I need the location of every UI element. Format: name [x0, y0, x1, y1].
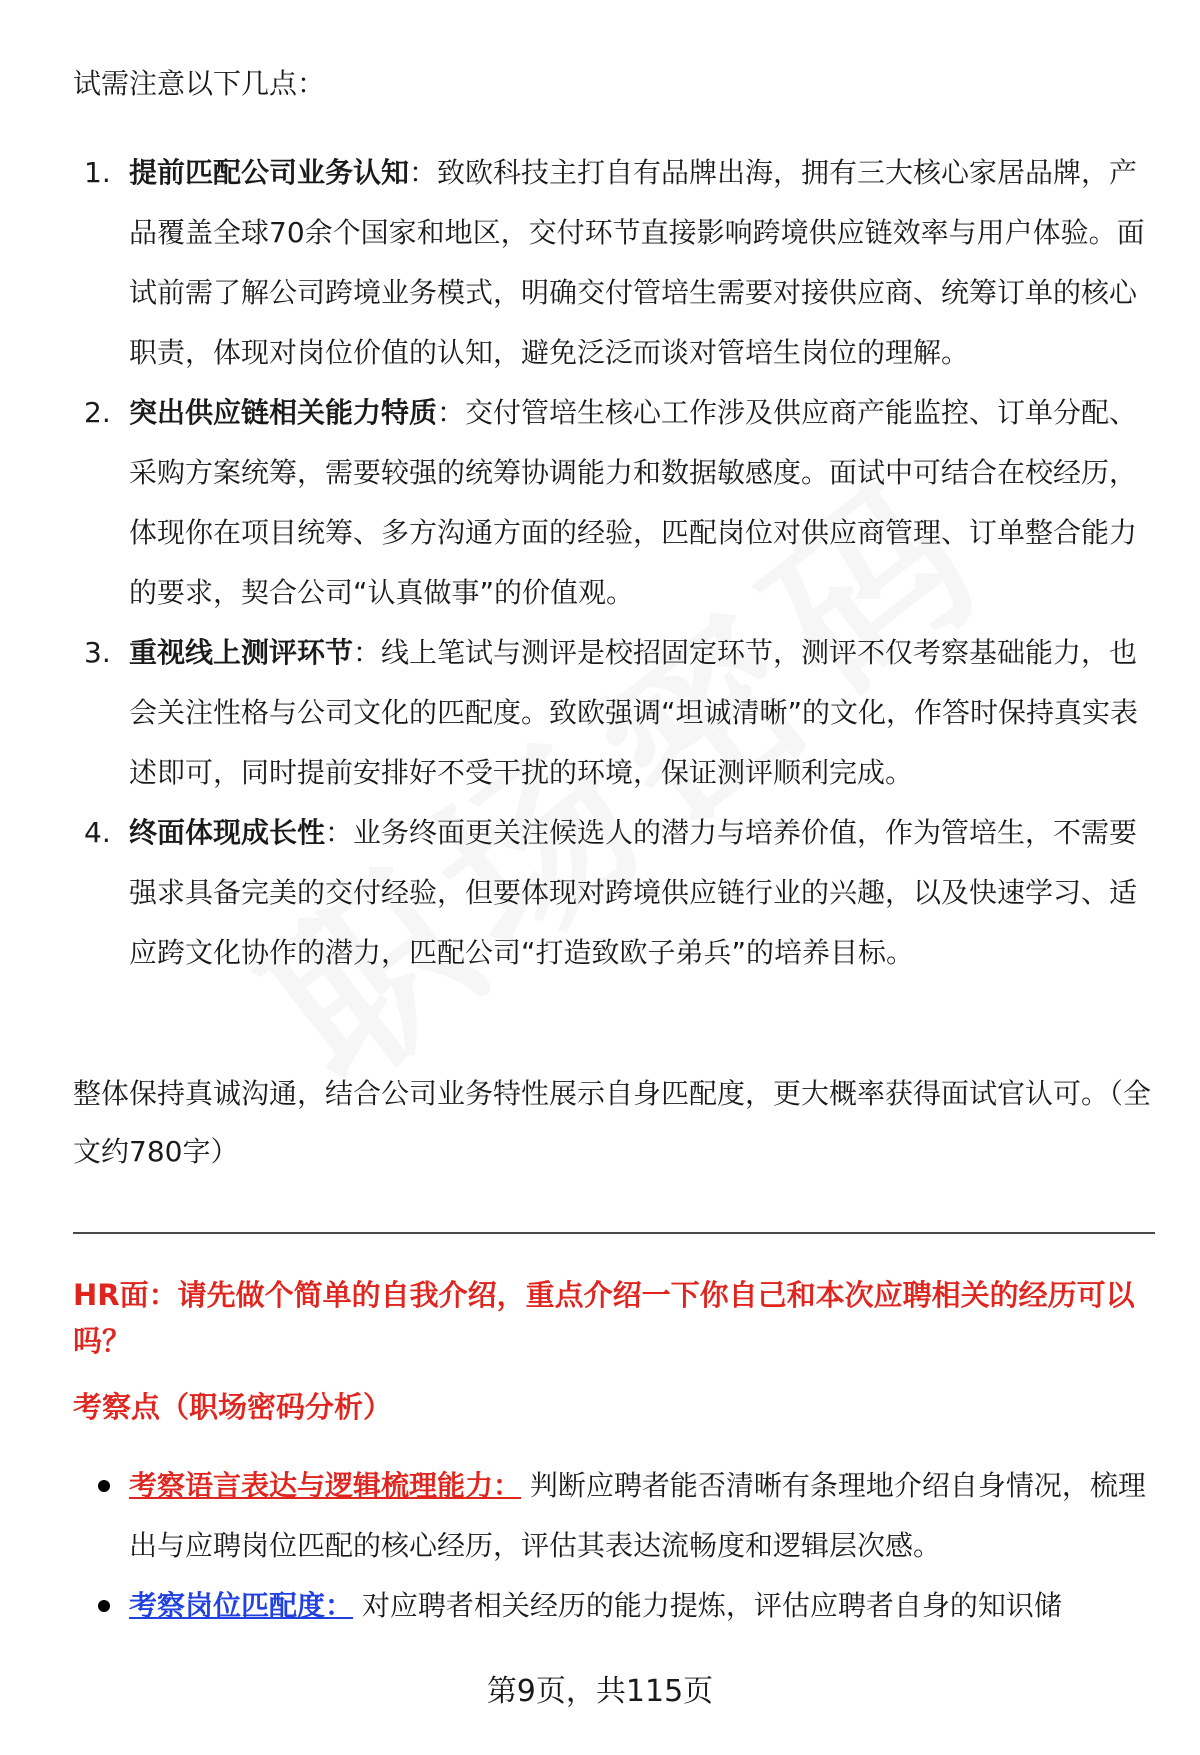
assessment-point-label[interactable]: 考察语言表达与逻辑梳理能力： — [129, 1469, 522, 1502]
assessment-points-heading: 考察点（职场密码分析） — [73, 1390, 393, 1424]
bullet-icon — [98, 1600, 110, 1612]
assessment-points-list — [73, 1456, 1153, 1636]
tip-body: ：致欧科技主打自有品牌出海，拥有三大核心家居品牌，产品覆盖全球70余个国家和地区，交付环节直接影响跨境供应链效率与用户体验。面试前需了解公司跨境业务模式，明确交付管培生需要对接供应商、统筹订单的核心职责，体现对岗位价值的认知，避免泛泛而谈对管培生岗位的理解。 — [129, 156, 1145, 369]
section-divider — [73, 1232, 1155, 1234]
tip-item — [73, 143, 1153, 383]
tip-number: 3. — [84, 636, 111, 669]
tip-body: ：线上笔试与测评是校招固定环节，测评不仅考察基础能力，也会关注性格与公司文化的匹配度。致欧强调“坦诚清晰”的文化，作答时保持真实表述即可，同时提前安排好不受干扰的环境，保证测评顺利完成。 — [129, 636, 1139, 789]
assessment-point-item — [73, 1456, 1153, 1576]
tip-number: 4. — [84, 816, 111, 849]
summary-text: 整体保持真诚沟通，结合公司业务特性展示自身匹配度，更大概率获得面试官认可。（全文约780字） — [73, 1077, 1152, 1168]
assessment-point-body: 对应聘者相关经历的能力提炼，评估应聘者自身的知识储 — [353, 1589, 1062, 1622]
tip-number: 1. — [84, 156, 111, 189]
tip-number: 2. — [84, 396, 111, 429]
page-number-footer: 第9页，共115页 — [486, 1674, 714, 1709]
assessment-point-item — [73, 1576, 1153, 1636]
tip-body: ：交付管培生核心工作涉及供应商产能监控、订单分配、采购方案统筹，需要较强的统筹协调能力和数据敏感度。面试中可结合在校经历，体现你在项目统筹、多方沟通方面的经验，匹配岗位对供应商管理、订单整合能力的要求，契合公司“认真做事”的价值观。 — [129, 396, 1138, 609]
tip-item — [73, 803, 1153, 983]
tip-item — [73, 623, 1153, 803]
tip-title: 重视线上测评环节 — [129, 636, 354, 669]
bullet-icon — [98, 1480, 110, 1492]
tip-title: 提前匹配公司业务认知 — [129, 156, 410, 189]
tip-title: 突出供应链相关能力特质 — [129, 396, 438, 429]
hr-question-heading: HR面：请先做个简单的自我介绍，重点介绍一下你自己和本次应聘相关的经历可以吗？ — [73, 1278, 1135, 1358]
tip-body: ：业务终面更关注候选人的潜力与培养价值，作为管培生，不需要强求具备完美的交付经验，但要体现对跨境供应链行业的兴趣，以及快速学习、适应跨文化协作的潜力，匹配公司“打造致欧子弟兵”的培养目标。 — [129, 816, 1138, 969]
intro-text: 试需注意以下几点： — [73, 67, 326, 100]
assessment-point-label[interactable]: 考察岗位匹配度： — [129, 1589, 354, 1622]
assessment-point-body: 判断应聘者能否清晰有条理地介绍自身情况，梳理出与应聘岗位匹配的核心经历，评估其表达流畅度和逻辑层次感。 — [129, 1469, 1146, 1562]
tip-item — [73, 383, 1153, 623]
tips-list — [73, 143, 1153, 983]
tip-title: 终面体现成长性 — [129, 816, 326, 849]
